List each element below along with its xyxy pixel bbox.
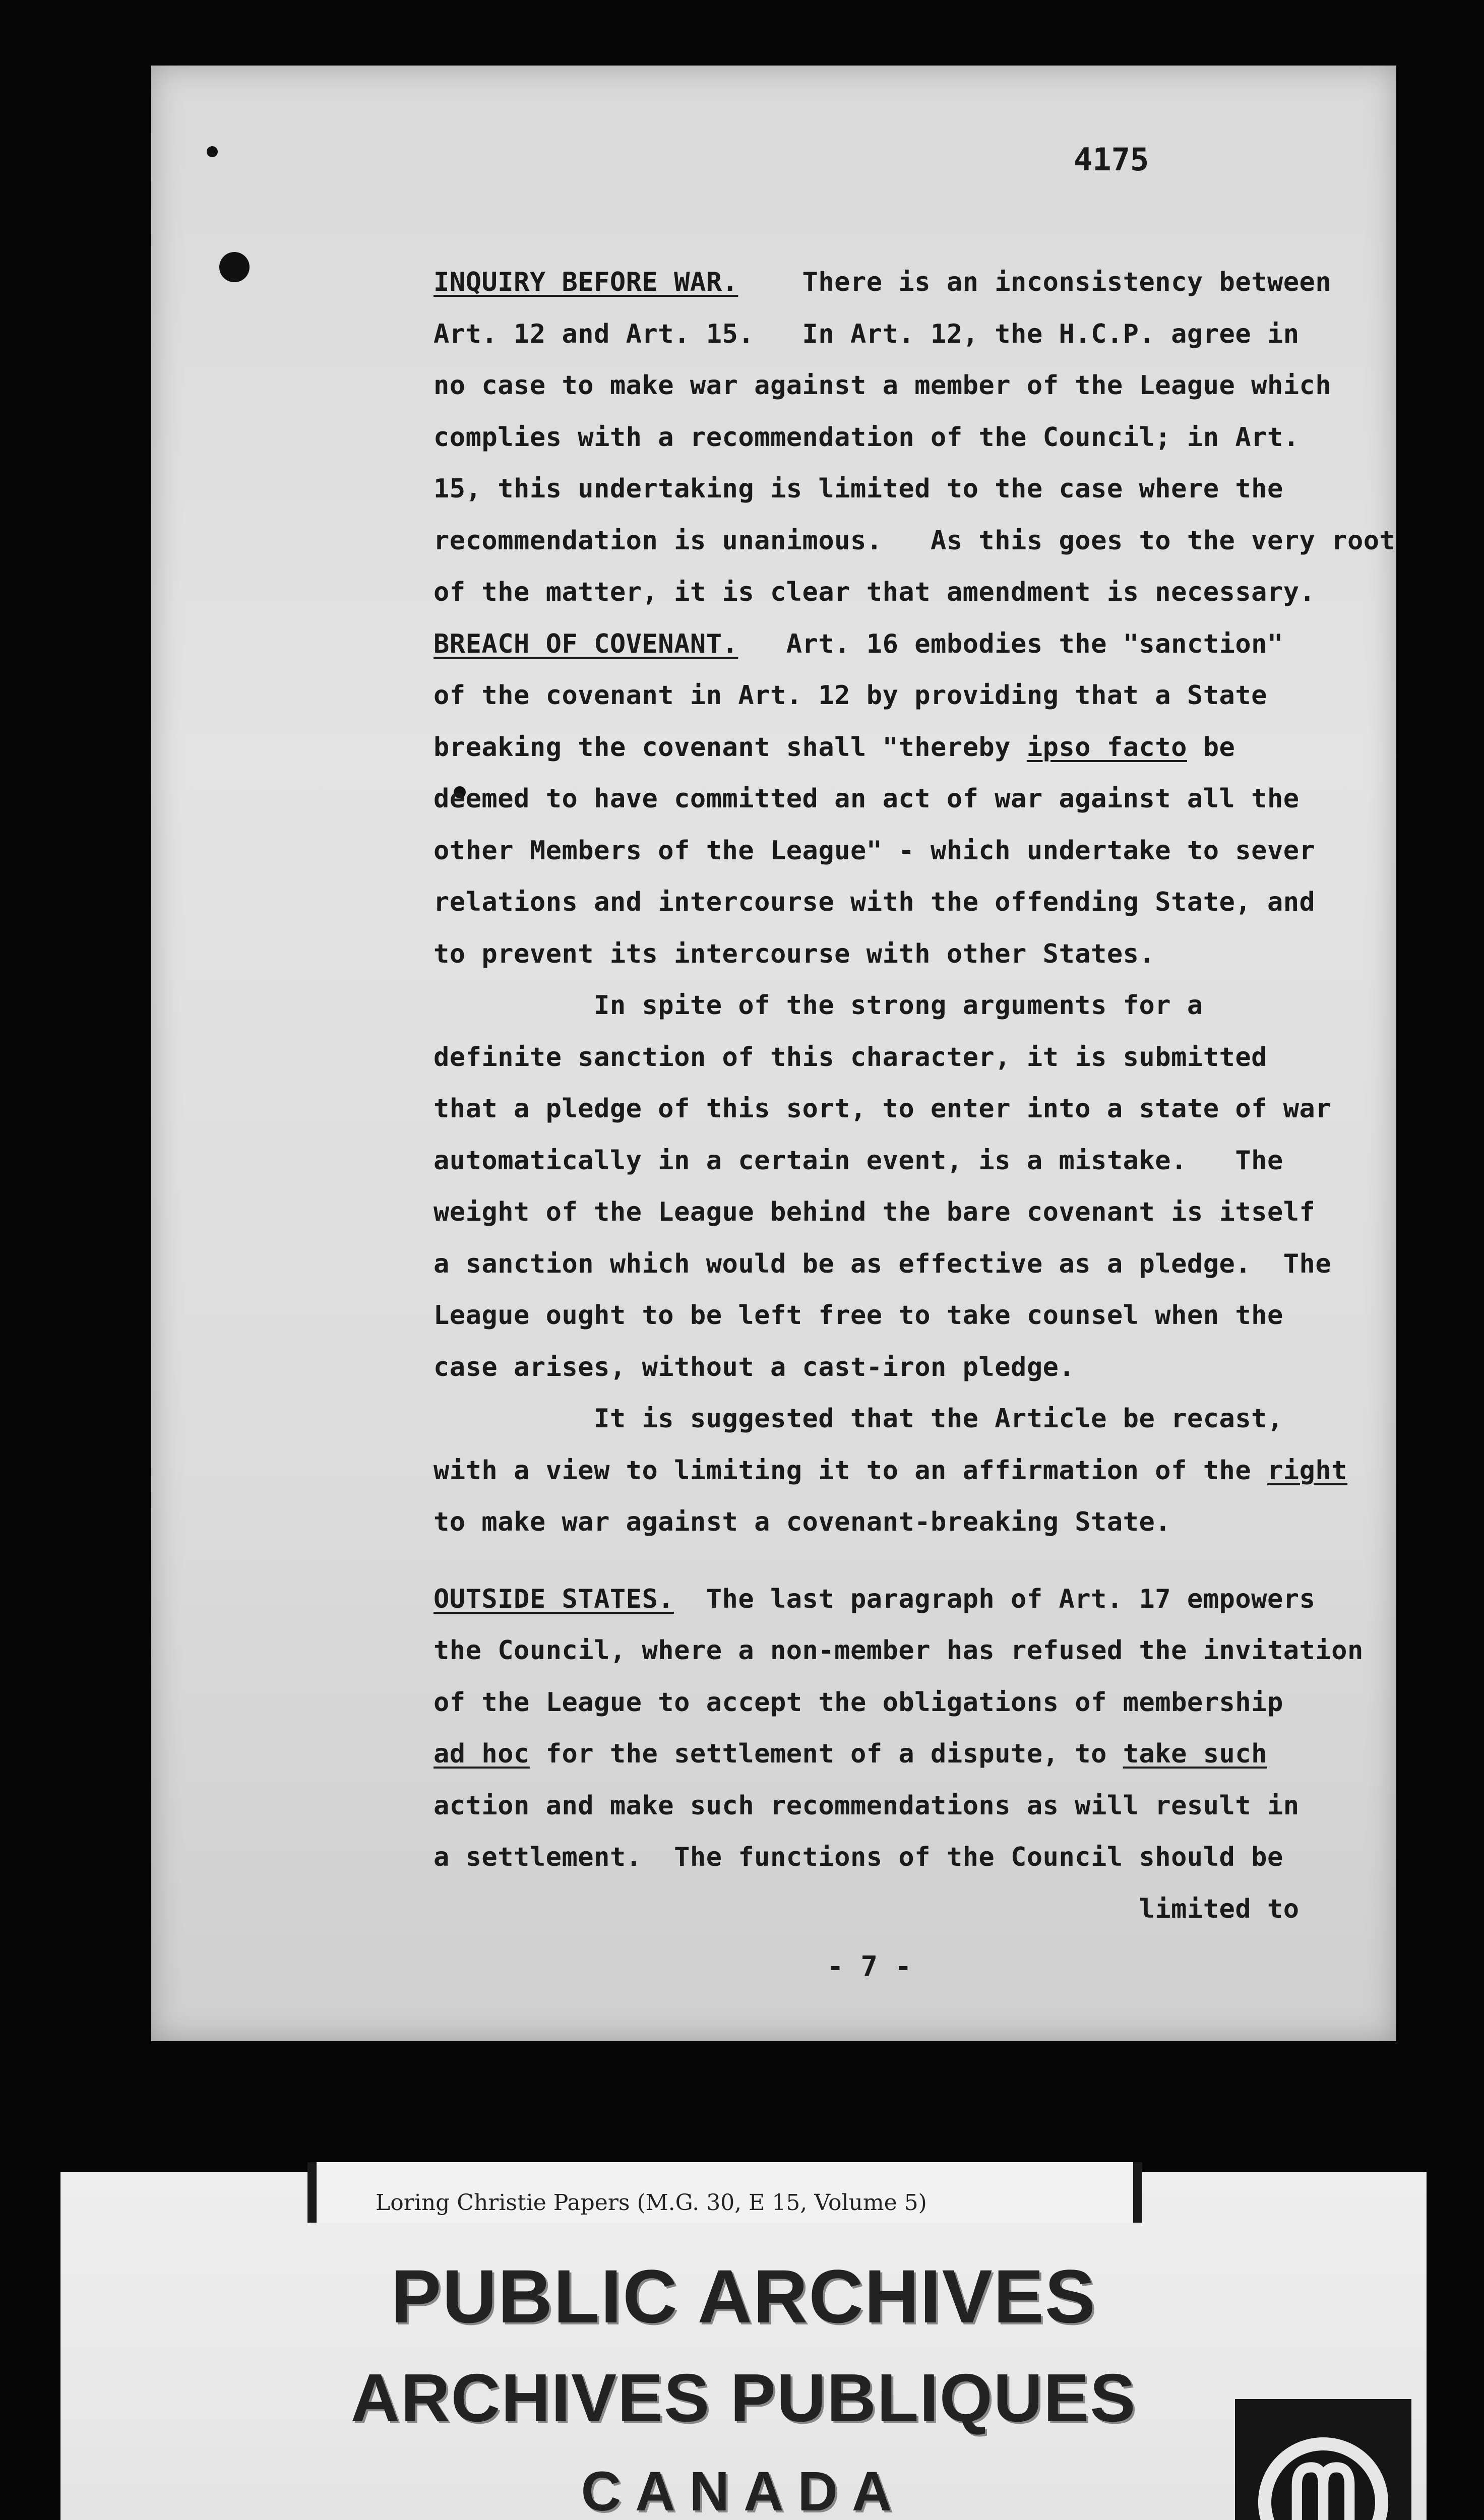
line-text: In spite of the strong arguments for a bbox=[434, 990, 1203, 1021]
document-line bbox=[434, 1042, 1267, 1073]
line-text: weight of the League behind the bare covenant is itself bbox=[434, 1197, 1316, 1227]
underlined-text: ad hoc bbox=[434, 1739, 530, 1769]
document-line bbox=[434, 370, 1331, 401]
line-text: action and make such recommendations as will result in bbox=[434, 1790, 1300, 1821]
document-line bbox=[434, 1584, 1315, 1614]
line-text: deemed to have committed an act of war against all the bbox=[434, 784, 1300, 814]
document-line bbox=[434, 836, 1315, 866]
line-text: The last paragraph of Art. 17 empowers bbox=[674, 1584, 1316, 1614]
document-line bbox=[434, 887, 1315, 917]
document-line bbox=[434, 474, 1283, 504]
line-text: limited to bbox=[434, 1894, 1300, 1924]
document-line bbox=[434, 784, 1300, 814]
line-text: League ought to be left free to take counsel when the bbox=[434, 1300, 1283, 1331]
page-footer: - 7 - bbox=[827, 1950, 912, 1983]
document-line bbox=[434, 1791, 1300, 1821]
document-line bbox=[434, 990, 1203, 1021]
line-text: There is an inconsistency between bbox=[738, 267, 1332, 297]
line-text: definite sanction of this character, it is submitted bbox=[434, 1042, 1267, 1073]
document-line bbox=[434, 1404, 1283, 1434]
document-line bbox=[434, 1197, 1315, 1227]
underlined-text: INQUIRY BEFORE WAR. bbox=[434, 267, 738, 297]
archive-country: CANADA bbox=[581, 2461, 906, 2520]
document-line bbox=[434, 1687, 1283, 1718]
document-line bbox=[434, 319, 1300, 349]
line-text: with a view to limiting it to an affirmation of the bbox=[434, 1455, 1267, 1486]
line-text: no case to make war against a member of the League which bbox=[434, 370, 1332, 401]
line-text: of the League to accept the obligations of membership bbox=[434, 1687, 1283, 1718]
typed-document-page bbox=[151, 66, 1396, 2041]
underlined-text: OUTSIDE STATES. bbox=[434, 1584, 674, 1614]
line-text: to prevent its intercourse with other States. bbox=[434, 938, 1155, 969]
document-line bbox=[434, 422, 1300, 453]
line-text: that a pledge of this sort, to enter into a state of war bbox=[434, 1094, 1332, 1124]
line-text: recommendation is unanimous. As this goes to the very root bbox=[434, 525, 1396, 556]
line-text: be bbox=[1187, 732, 1235, 763]
underlined-text: take such bbox=[1123, 1739, 1267, 1769]
underlined-text: BREACH OF COVENANT. bbox=[434, 628, 738, 659]
line-text: Art. 12 and Art. 15. In Art. 12, the H.C.P. agree in bbox=[434, 319, 1300, 349]
document-line bbox=[434, 1352, 1075, 1382]
document-line bbox=[434, 939, 1155, 969]
document-line bbox=[434, 1146, 1283, 1176]
document-line bbox=[434, 1507, 1171, 1537]
line-text: of the matter, it is clear that amendment is necessary. bbox=[434, 577, 1316, 607]
line-text: for the settlement of a dispute, to bbox=[529, 1739, 1123, 1769]
document-line bbox=[434, 732, 1235, 763]
line-text: automatically in a certain event, is a mistake. The bbox=[434, 1145, 1283, 1176]
document-line bbox=[434, 1739, 1267, 1769]
document-line bbox=[434, 1635, 1364, 1666]
document-line bbox=[434, 526, 1395, 556]
line-text: It is suggested that the Article be recast, bbox=[434, 1404, 1283, 1434]
line-text: other Members of the League" - which undertake to sever bbox=[434, 835, 1316, 866]
line-text: a sanction which would be as effective as a pledge. The bbox=[434, 1248, 1332, 1279]
line-text: 15, this undertaking is limited to the case where the bbox=[434, 474, 1283, 504]
document-line bbox=[434, 629, 1283, 659]
line-text: relations and intercourse with the offending State, and bbox=[434, 887, 1316, 917]
archive-title-english: PUBLIC ARCHIVES bbox=[391, 2254, 1096, 2339]
underlined-text: ipso facto bbox=[1026, 732, 1187, 763]
line-text: complies with a recommendation of the Council; in Art. bbox=[434, 422, 1300, 453]
line-text: breaking the covenant shall "thereby bbox=[434, 732, 1027, 763]
document-line bbox=[434, 1456, 1347, 1486]
line-text: Art. 16 embodies the "sanction" bbox=[738, 628, 1283, 659]
collection-reference: Loring Christie Papers (M.G. 30, E 15, Volume 5) bbox=[376, 2190, 927, 2216]
document-line bbox=[434, 1842, 1283, 1872]
line-text: case arises, without a cast-iron pledge. bbox=[434, 1352, 1075, 1382]
archives-canada-logo-icon bbox=[1235, 2399, 1411, 2520]
line-text: to make war against a covenant-breaking State. bbox=[434, 1507, 1171, 1537]
document-line bbox=[434, 1300, 1283, 1331]
ink-speck bbox=[207, 146, 218, 157]
document-line bbox=[434, 1249, 1331, 1279]
document-line bbox=[434, 1894, 1300, 1924]
document-line bbox=[434, 680, 1267, 711]
archive-title-french: ARCHIVES PUBLIQUES bbox=[350, 2360, 1137, 2436]
page-number: 4175 bbox=[1074, 141, 1149, 178]
document-line bbox=[434, 1094, 1331, 1124]
document-line bbox=[434, 267, 1331, 297]
punch-hole-mark bbox=[219, 252, 250, 282]
line-text: the Council, where a non-member has refused the invitation bbox=[434, 1635, 1364, 1666]
document-line bbox=[434, 577, 1315, 607]
line-text: of the covenant in Art. 12 by providing that a State bbox=[434, 680, 1267, 711]
underlined-text: right bbox=[1267, 1455, 1347, 1486]
line-text: a settlement. The functions of the Council should be bbox=[434, 1842, 1283, 1872]
